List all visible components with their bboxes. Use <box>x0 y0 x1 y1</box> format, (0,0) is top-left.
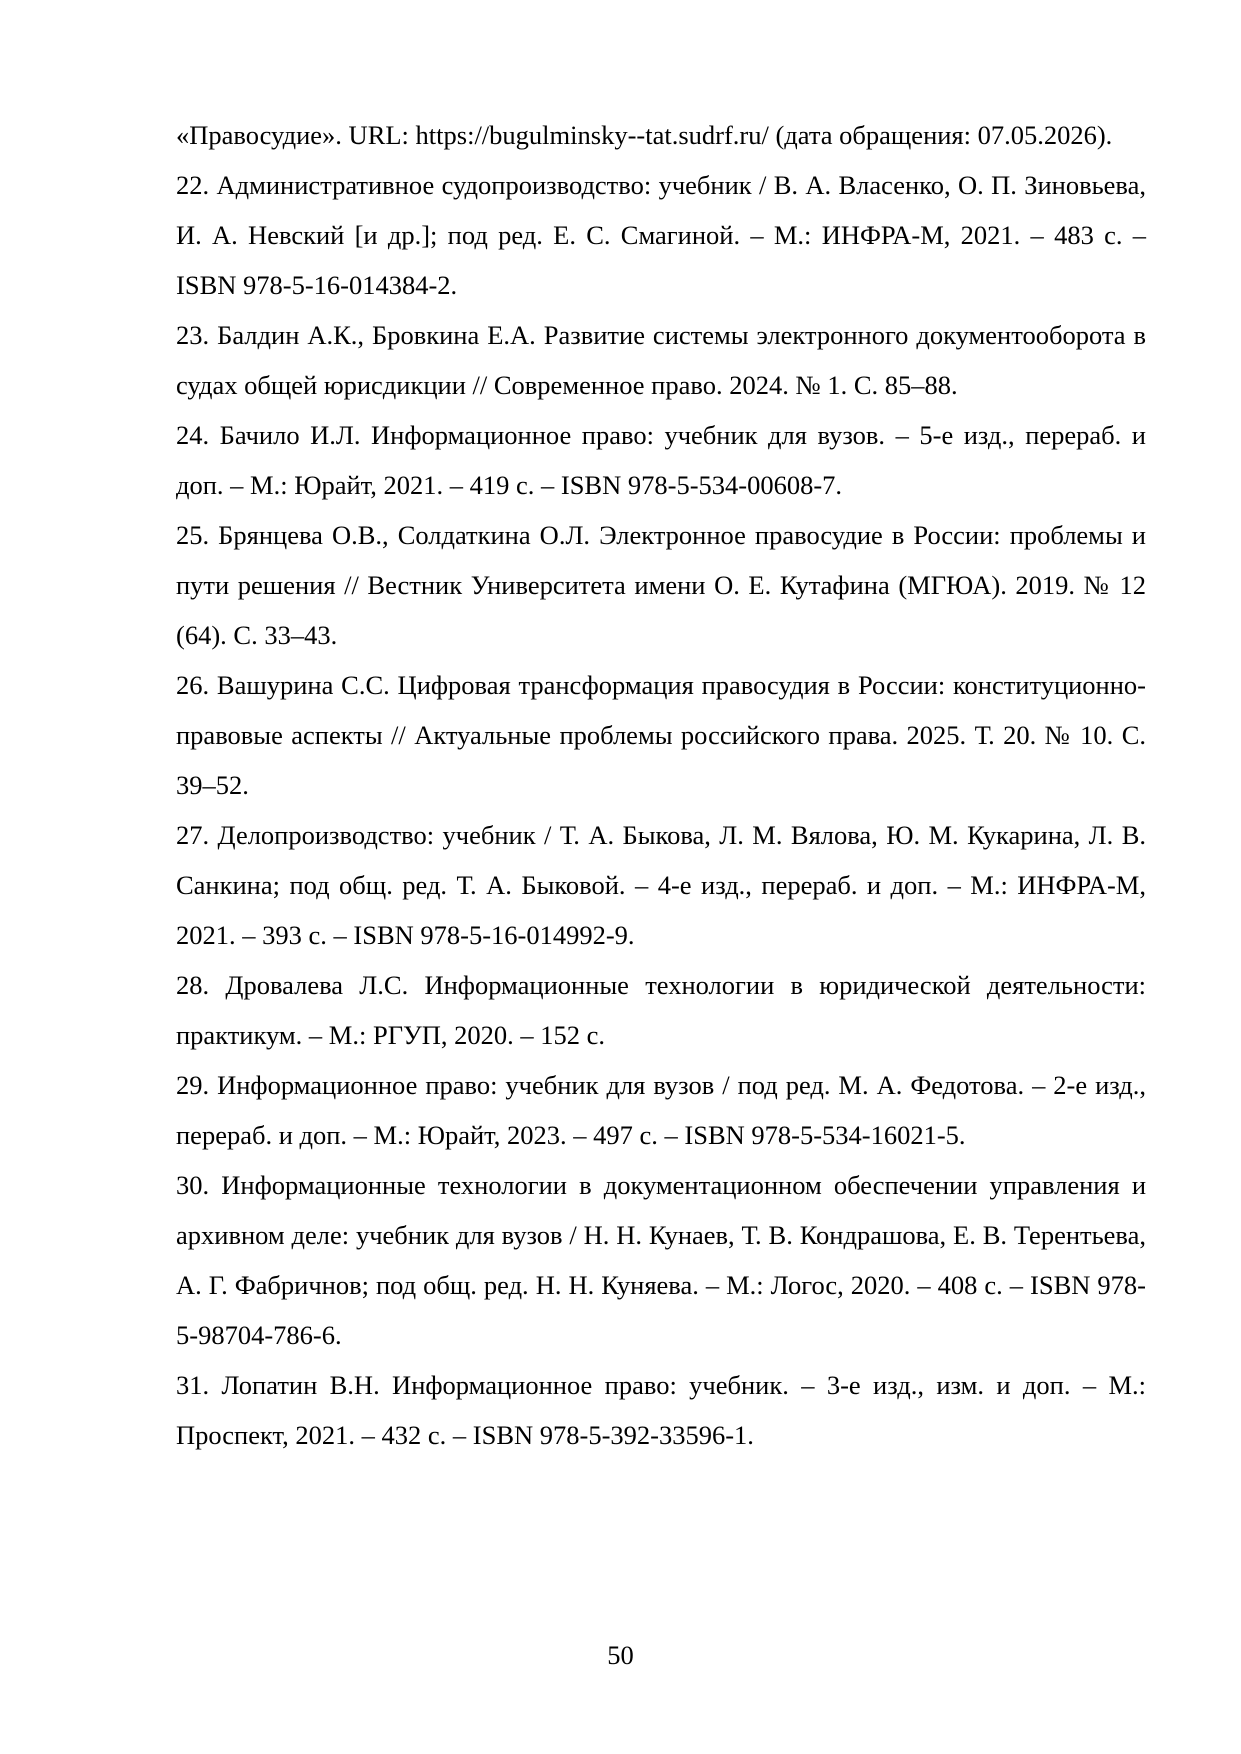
bibliography-entry-31: 31. Лопатин В.Н. Информационное право: учебник. – 3-е изд., изм. и доп. – М.: Проспект, 2021. – 432 с. – ISBN 978-5-392-33596-1. <box>176 1370 1146 1450</box>
bibliography-entry-24: 24. Бачило И.Л. Информационное право: учебник для вузов. – 5-е изд., перераб. и доп. – М.: Юрайт, 2021. – 419 с. – ISBN 978-5-534-00608-7. <box>176 420 1146 500</box>
bibliography-entry-23: 23. Балдин А.К., Бровкина Е.А. Развитие системы электронного документооборота в судах общей юрисдикции // Современное право. 2024. № 1. С. 85–88. <box>176 320 1146 400</box>
bibliography-entry-27: 27. Делопроизводство: учебник / Т. А. Быкова, Л. М. Вялова, Ю. М. Кукарина, Л. В. Санкина; под общ. ред. Т. А. Быковой. – 4-е изд., перераб. и доп. – М.: ИНФРА-М, 2021. – 393 с. – ISBN 978-5-16-014992-9. <box>176 820 1146 950</box>
bibliography-entry-28: 28. Дровалева Л.С. Информационные технологии в юридической деятельности: практикум. – М.: РГУП, 2020. – 152 с. <box>176 970 1146 1050</box>
bibliography-entry-25: 25. Брянцева О.В., Солдаткина О.Л. Электронное правосудие в России: проблемы и пути решения // Вестник Университета имени О. Е. Кутафина (МГЮА). 2019. № 12 (64). С. 33–43. <box>176 520 1146 650</box>
bibliography-list <box>176 110 1146 1460</box>
bibliography-entry-30: 30. Информационные технологии в документационном обеспечении управления и архивном деле: учебник для вузов / Н. Н. Кунаев, Т. В. Кондрашова, Е. В. Терентьева, А. Г. Фабричнов; под общ. ред. Н. Н. Куняева. – М.: Логос, 2020. – 408 с. – ISBN 978-5-98704-786-6. <box>176 1170 1146 1350</box>
bibliography-entry-26: 26. Вашурина С.С. Цифровая трансформация правосудия в России: конституционно-правовые аспекты // Актуальные проблемы российского права. 2025. Т. 20. № 10. С. 39–52. <box>176 670 1146 800</box>
bibliography-entry-continued: «Правосудие». URL: https://bugulminsky--tat.sudrf.ru/ (дата обращения: 07.05.2026). <box>176 120 1113 150</box>
bibliography-entry-22: 22. Административное судопроизводство: учебник / В. А. Власенко, О. П. Зиновьева, И. А. Невский [и др.]; под ред. Е. С. Смагиной. – М.: ИНФРА-М, 2021. – 483 с. – ISBN 978-5-16-014384-2. <box>176 170 1146 300</box>
page-number: 50 <box>607 1640 634 1670</box>
bibliography-entry-29: 29. Информационное право: учебник для вузов / под ред. М. А. Федотова. – 2-е изд., перераб. и доп. – М.: Юрайт, 2023. – 497 с. – ISBN 978-5-534-16021-5. <box>176 1070 1146 1150</box>
